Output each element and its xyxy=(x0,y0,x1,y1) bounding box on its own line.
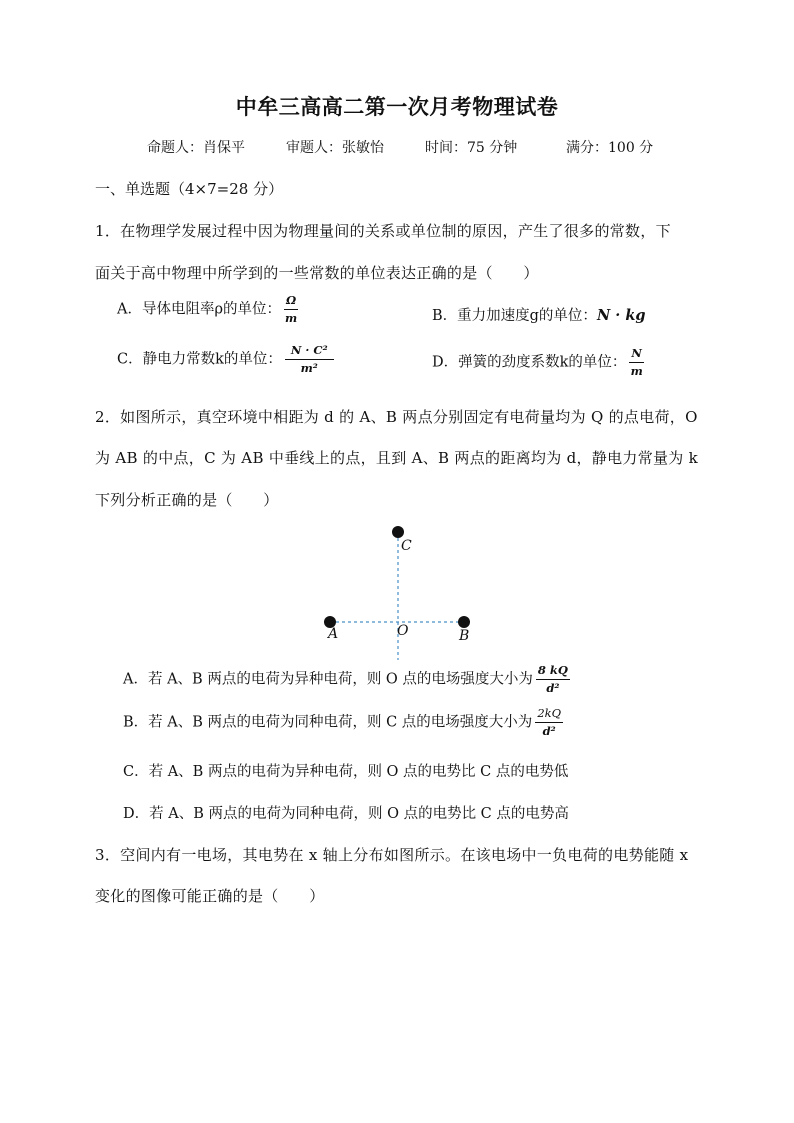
q2-option-a[interactable] xyxy=(123,664,570,695)
section-heading: 一、单选题（4×7=28 分） xyxy=(95,180,284,198)
q1-option-c-fraction xyxy=(285,344,334,375)
label-o: O xyxy=(397,623,409,639)
q1-option-a[interactable] xyxy=(117,294,298,325)
time-info: 时间：75 分钟 xyxy=(425,140,518,156)
q1-option-c[interactable] xyxy=(117,344,334,375)
author-info: 命题人：肖保平 xyxy=(147,140,245,156)
q1-option-b-text: B．重力加速度g的单位： xyxy=(432,308,597,324)
q1-option-b-unit: N · kg xyxy=(596,307,646,324)
q2-option-a-text: A．若 A、B 两点的电荷为异种电荷，则 O 点的电场强度大小为 xyxy=(123,671,533,688)
q2-option-a-numerator: 8 kQ xyxy=(536,664,570,680)
point-b xyxy=(458,616,470,628)
label-b: B xyxy=(459,628,470,644)
q1-option-a-denominator: m xyxy=(285,311,298,325)
q1-option-a-text: A．导体电阻率ρ的单位： xyxy=(117,301,281,318)
q1-option-d-fraction xyxy=(629,347,644,378)
q1-option-d-text: D．弹簧的劲度系数k的单位： xyxy=(432,354,627,371)
q1-option-c-text: C．静电力常数k的单位： xyxy=(117,351,282,368)
q2-line3: 下列分析正确的是（ ） xyxy=(95,491,279,509)
q2-charge-diagram xyxy=(300,520,500,680)
point-c xyxy=(392,526,404,538)
q1-option-d[interactable] xyxy=(432,347,644,378)
q1-line1: 1．在物理学发展过程中因为物理量间的关系或单位制的原因，产生了很多的常数，下 xyxy=(95,222,671,240)
q2-option-a-fraction xyxy=(536,664,570,695)
q2-option-a-denominator: d² xyxy=(546,681,560,695)
q1-option-b[interactable] xyxy=(432,304,646,325)
q1-option-c-denominator: m² xyxy=(300,361,318,375)
q3-line1: 3．空间内有一电场，其电势在 x 轴上分布如图所示。在该电场中一负电荷的电势能随 x xyxy=(95,846,689,864)
q2-option-c[interactable]: C．若 A、B 两点的电荷为异种电荷，则 O 点的电势比 C 点的电势低 xyxy=(123,764,569,780)
q2-line1: 2．如图所示，真空环境中相距为 d 的 A、B 两点分别固定有电荷量均为 Q 的点电荷，O xyxy=(95,408,698,426)
score-info: 满分：100 分 xyxy=(566,140,654,156)
label-a: A xyxy=(328,626,339,642)
q2-option-b-text: B．若 A、B 两点的电荷为同种电荷，则 C 点的电场强度大小为 xyxy=(123,714,533,731)
q2-option-b[interactable] xyxy=(123,707,563,738)
q2-line2: 为 AB 的中点，C 为 AB 中垂线上的点，且到 A、B 两点的距离均为 d，静电力常量为 k xyxy=(95,449,699,467)
q1-option-a-numerator: Ω xyxy=(284,294,298,310)
label-c: C xyxy=(401,538,412,554)
q1-option-d-numerator: N xyxy=(629,347,644,363)
q2-option-b-fraction xyxy=(535,707,563,738)
q2-option-d[interactable]: D．若 A、B 两点的电荷为同种电荷，则 O 点的电势比 C 点的电势高 xyxy=(123,806,569,822)
q3-line2: 变化的图像可能正确的是（ ） xyxy=(95,887,325,905)
q2-option-b-numerator: 2kQ xyxy=(535,707,563,723)
q2-option-b-denominator: d² xyxy=(542,724,556,738)
q1-option-d-denominator: m xyxy=(630,364,643,378)
page-title: 中牟三高高二第一次月考物理试卷 xyxy=(235,94,559,119)
q1-line2: 面关于高中物理中所学到的一些常数的单位表达正确的是（ ） xyxy=(95,264,539,282)
reviewer-info: 审题人：张敏怡 xyxy=(286,140,384,156)
q1-option-c-numerator: N · C² xyxy=(285,344,334,360)
q1-option-a-fraction xyxy=(284,294,298,325)
